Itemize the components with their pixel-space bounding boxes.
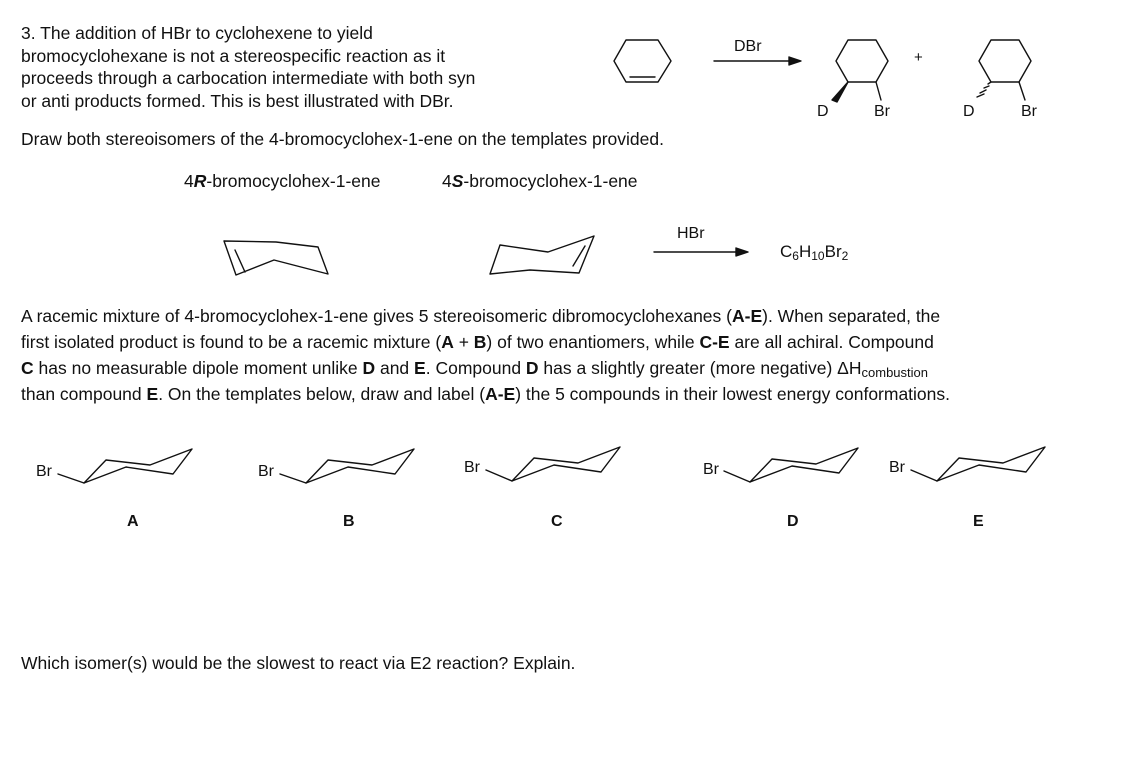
label-4r: 4R-bromocyclohex-1-ene — [184, 171, 381, 191]
draw-instruction: Draw both stereoisomers of the 4-bromocyclohex-1-ene on the templates provided. — [21, 129, 664, 149]
product-formula: $C_6H_{10}Br_2$ — [780, 242, 849, 263]
chair-template-d — [724, 448, 858, 482]
product1-structure — [832, 40, 888, 102]
product2-br: Br — [1021, 103, 1037, 120]
product2-structure — [977, 40, 1031, 100]
template-e-br: Br — [889, 459, 905, 476]
chair-template-e — [911, 447, 1045, 481]
reagent-hbr: HBr — [677, 225, 705, 242]
product1-d: D — [817, 103, 829, 120]
template-4s-halfchair — [490, 236, 594, 274]
chair-template-b — [280, 449, 414, 483]
intro-line-4: or anti products formed. This is best illustrated with DBr. — [21, 90, 454, 111]
template-a-br: Br — [36, 463, 52, 480]
reaction-arrow-2 — [654, 248, 748, 256]
reagent-dbr: DBr — [734, 38, 762, 55]
compound-label-b: B — [343, 513, 355, 530]
template-b-br: Br — [258, 463, 274, 480]
compound-label-d: D — [787, 513, 799, 530]
cyclohexene-structure — [614, 40, 671, 82]
template-4r-halfchair — [224, 241, 328, 275]
intro-line-2: bromocyclohexane is not a stereospecific reaction as it — [21, 45, 446, 66]
intro-line-1: The addition of HBr to cyclohexene to yield — [40, 23, 373, 43]
reaction-arrow-1 — [714, 57, 801, 65]
plus-sign: + — [914, 49, 923, 66]
intro-line-3: proceeds through a carbocation intermediate with both syn — [21, 68, 476, 88]
product1-br: Br — [874, 103, 890, 120]
chair-template-a — [58, 449, 192, 483]
compound-label-a: A — [127, 513, 139, 530]
template-d-br: Br — [703, 461, 719, 478]
label-4s: 4S-bromocyclohex-1-ene — [442, 171, 638, 191]
product2-d: D — [963, 103, 975, 120]
chair-template-c — [486, 447, 620, 481]
paragraph-line-2: first isolated product is found to be a racemic mixture (A + B) of two enantiomers, while C-E are all achiral. Compound — [21, 332, 934, 352]
final-question: Which isomer(s) would be the slowest to react via E2 reaction? Explain. — [21, 653, 576, 673]
problem-number: 3. — [21, 23, 36, 43]
template-c-br: Br — [464, 459, 480, 476]
paragraph-line-3: C has no measurable dipole moment unlike D and E. Compound D has a slightly greater (more negative) $\Delta H_{combustion}$ — [21, 358, 928, 380]
compound-label-e: E — [973, 513, 984, 530]
paragraph-line-4: than compound E. On the templates below, draw and label (A-E) the 5 compounds in their lowest energy conformations. — [21, 384, 951, 404]
compound-label-c: C — [551, 513, 563, 530]
paragraph-line-1: A racemic mixture of 4-bromocyclohex-1-ene gives 5 stereoisomeric dibromocyclohexanes (A-E). When separated, the — [21, 306, 941, 326]
